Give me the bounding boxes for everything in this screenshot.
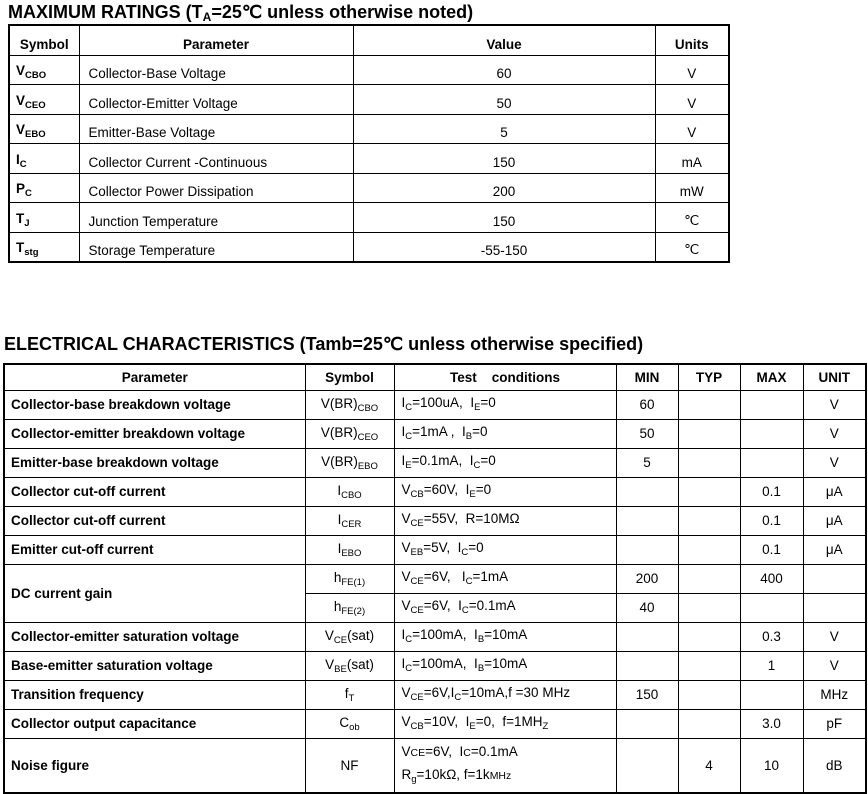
- subscript-text: C: [405, 431, 413, 443]
- text-run: =10kΩ, f=1k: [416, 767, 490, 783]
- table-row: [4, 709, 866, 738]
- text-run: h: [333, 569, 342, 585]
- unit-cell: μA: [803, 506, 866, 535]
- text-run: =100uA, I: [412, 395, 475, 411]
- parameter-cell: Collector Current -Continuous: [79, 144, 353, 174]
- text-run: V: [401, 598, 411, 614]
- subscript-text: CE: [410, 518, 424, 530]
- test-conditions-cell: [394, 477, 616, 506]
- small-text: C: [463, 747, 471, 760]
- max-cell: 1: [740, 651, 803, 680]
- subscript-text: J: [24, 217, 30, 229]
- subscript-text: C: [19, 158, 27, 170]
- min-cell: 50: [616, 419, 678, 448]
- subscript-text: C: [405, 402, 413, 414]
- condition-line: [402, 540, 616, 559]
- min-cell: 60: [616, 390, 678, 419]
- text-run: I: [401, 395, 406, 411]
- condition-line: [402, 598, 616, 617]
- typ-cell: [678, 535, 740, 564]
- text-run: =100mA, I: [412, 627, 478, 643]
- table-row: [9, 144, 729, 174]
- min-cell: [616, 622, 678, 651]
- condition-line: [402, 685, 616, 704]
- text-run: I: [337, 482, 342, 498]
- min-cell: 40: [616, 593, 678, 622]
- max-cell: 0.1: [740, 477, 803, 506]
- min-cell: 5: [616, 448, 678, 477]
- maximum-ratings-header: [9, 25, 729, 55]
- text-run: =0: [472, 424, 488, 440]
- text-run: I: [16, 151, 20, 167]
- text-run: =0: [480, 453, 496, 469]
- subscript-text: EBO: [357, 460, 378, 472]
- symbol-cell: [305, 709, 394, 738]
- table-row: [4, 651, 866, 680]
- symbol-cell: [9, 173, 79, 203]
- text-run: V: [325, 656, 335, 672]
- maximum-ratings-table: [8, 24, 730, 263]
- typ-cell: [678, 448, 740, 477]
- symbol-cell: [305, 448, 394, 477]
- text-run: I: [337, 511, 342, 527]
- subscript-text: C: [461, 605, 469, 617]
- subscript-text: ob: [349, 721, 360, 733]
- text-run: =0: [480, 395, 496, 411]
- condition-line: [402, 714, 616, 733]
- typ-cell: [678, 477, 740, 506]
- text-run: V: [401, 569, 411, 585]
- text-run: =10mA,f =30 MHz: [461, 685, 571, 701]
- table-row: [9, 203, 729, 233]
- min-cell: [616, 477, 678, 506]
- table-row: [4, 390, 866, 419]
- subscript-text: CE: [410, 576, 424, 588]
- subscript-text: C: [25, 188, 32, 199]
- subscript-text: CER: [341, 518, 362, 530]
- test-conditions-cell: [394, 506, 616, 535]
- header-row: [9, 25, 729, 55]
- column-header-parameter: Parameter: [79, 25, 353, 55]
- table-row: [4, 506, 866, 535]
- table-row: [9, 232, 729, 262]
- typ-cell: [678, 622, 740, 651]
- max-cell: [740, 448, 803, 477]
- text-run: (sat): [346, 656, 374, 672]
- symbol-cell: [9, 144, 79, 174]
- parameter-cell: Collector-Emitter Voltage: [79, 85, 353, 115]
- text-run: V(BR): [320, 395, 358, 411]
- typ-cell: [678, 709, 740, 738]
- value-cell: 50: [353, 85, 655, 115]
- parameter-cell: Collector Power Dissipation: [79, 173, 353, 203]
- subscript-text: C: [405, 634, 413, 646]
- test-conditions-cell: [394, 738, 616, 793]
- subscript-text: E: [469, 489, 476, 501]
- max-cell: 400: [740, 564, 803, 593]
- subscript-text: B: [477, 663, 485, 675]
- table-row: [4, 535, 866, 564]
- text-run: f: [344, 685, 349, 701]
- symbol-cell: [305, 564, 394, 593]
- table-row: [4, 738, 866, 793]
- text-run: V: [16, 63, 26, 78]
- min-cell: [616, 738, 678, 793]
- max-cell: 0.3: [740, 622, 803, 651]
- table-row: [9, 85, 729, 115]
- column-header-units: Units: [655, 25, 729, 55]
- text-run: =0, f=1MH: [475, 714, 543, 730]
- max-cell: [740, 680, 803, 709]
- column-header-typ: TYP: [678, 364, 740, 390]
- text-run: I: [401, 453, 406, 469]
- value-cell: 5: [353, 114, 655, 144]
- text-run: I: [337, 540, 342, 556]
- value-cell: -55-150: [353, 232, 655, 262]
- subscript-text: CE: [410, 605, 424, 617]
- text-run: =0.1mA, I: [411, 453, 474, 469]
- symbol-cell: [9, 85, 79, 115]
- symbol-cell: [9, 203, 79, 233]
- table-row: [9, 55, 729, 85]
- test-conditions-cell: [394, 390, 616, 419]
- table-row: [4, 448, 866, 477]
- text-run: h: [333, 598, 342, 614]
- unit-cell: V: [803, 419, 866, 448]
- subscript-text: CBO: [25, 70, 47, 81]
- condition-line: [402, 627, 616, 646]
- text-run: V: [401, 744, 411, 760]
- parameter-cell: Emitter-base breakdown voltage: [4, 448, 305, 477]
- text-run: V(BR): [320, 424, 358, 440]
- max-cell: 3.0: [740, 709, 803, 738]
- text-run: =1mA , I: [412, 424, 466, 440]
- text-run: =6V,I: [423, 685, 455, 701]
- typ-cell: [678, 506, 740, 535]
- text-run: C: [339, 714, 350, 730]
- text-run: =0: [468, 540, 484, 556]
- subscript-text: E: [474, 402, 481, 414]
- parameter-cell: Collector cut-off current: [4, 506, 305, 535]
- text-run: V: [16, 122, 26, 137]
- text-run: I: [401, 656, 406, 672]
- subscript-text: CB: [410, 721, 424, 733]
- parameter-cell: Collector-emitter saturation voltage: [4, 622, 305, 651]
- typ-cell: 4: [678, 738, 740, 793]
- condition-line: [402, 744, 616, 761]
- symbol-cell: [305, 738, 394, 793]
- condition-line: [402, 656, 616, 675]
- text-run: =10V, I: [423, 714, 470, 730]
- condition-line: [402, 424, 616, 443]
- value-cell: 60: [353, 55, 655, 85]
- test-conditions-cell: [394, 651, 616, 680]
- subscript-text: C: [454, 692, 462, 704]
- subscript-text: BE: [334, 663, 347, 675]
- text-run: V: [401, 685, 411, 701]
- parameter-cell: Base-emitter saturation voltage: [4, 651, 305, 680]
- max-cell: 0.1: [740, 535, 803, 564]
- max-cell: 0.1: [740, 506, 803, 535]
- text-run: MAXIMUM RATINGS (T: [8, 2, 203, 22]
- typ-cell: [678, 680, 740, 709]
- units-cell: V: [655, 114, 729, 144]
- text-run: =10mA: [484, 627, 528, 643]
- parameter-cell: Emitter-Base Voltage: [79, 114, 353, 144]
- subscript-text: E: [469, 721, 476, 733]
- subscript-text: CE: [410, 692, 424, 704]
- test-conditions-cell: [394, 680, 616, 709]
- text-run: =6V, I: [423, 569, 466, 585]
- typ-cell: [678, 564, 740, 593]
- electrical-characteristics-title: ELECTRICAL CHARACTERISTICS (Tamb=25℃ unless otherwise specified): [4, 334, 644, 354]
- unit-cell: [803, 593, 866, 622]
- electrical-characteristics-table: [3, 363, 867, 794]
- subscript-text: C: [465, 576, 473, 588]
- max-cell: [740, 419, 803, 448]
- parameter-cell: Emitter cut-off current: [4, 535, 305, 564]
- text-run: =6V, I: [423, 598, 462, 614]
- text-run: V: [401, 714, 411, 730]
- symbol-cell: [305, 506, 394, 535]
- condition-line: [402, 767, 616, 786]
- text-run: V(BR): [321, 453, 358, 469]
- parameter-cell: Collector cut-off current: [4, 477, 305, 506]
- min-cell: [616, 506, 678, 535]
- subscript-text: CE: [333, 634, 348, 646]
- text-run: =0: [475, 482, 492, 498]
- symbol-cell: [305, 622, 394, 651]
- parameter-cell: Collector output capacitance: [4, 709, 305, 738]
- column-header-max: MAX: [740, 364, 803, 390]
- text-run: =100mA, I: [412, 656, 478, 672]
- parameter-cell: Collector-emitter breakdown voltage: [4, 419, 305, 448]
- subscript-text: CB: [410, 489, 424, 501]
- test-conditions-cell: [394, 419, 616, 448]
- condition-line: [402, 569, 616, 588]
- max-ratings-title: [8, 2, 473, 24]
- subscript-text: CBO: [357, 402, 379, 414]
- value-cell: 150: [353, 144, 655, 174]
- unit-cell: μA: [803, 477, 866, 506]
- condition-line: [402, 511, 616, 530]
- typ-cell: [678, 419, 740, 448]
- unit-cell: μA: [803, 535, 866, 564]
- text-run: V: [401, 540, 411, 556]
- unit-cell: V: [803, 448, 866, 477]
- max-cell: [740, 593, 803, 622]
- unit-cell: pF: [803, 709, 866, 738]
- min-cell: [616, 651, 678, 680]
- subscript-text: B: [465, 431, 473, 443]
- symbol-cell: [305, 593, 394, 622]
- text-run: P: [16, 181, 26, 196]
- max-cell: [740, 390, 803, 419]
- subscript-text: EBO: [25, 129, 46, 140]
- subscript-text: FE(2): [341, 605, 366, 617]
- min-cell: 200: [616, 564, 678, 593]
- subscript-text: stg: [24, 246, 39, 258]
- subscript-text: Z: [542, 721, 549, 733]
- text-run: I: [401, 424, 406, 440]
- table-row: [4, 622, 866, 651]
- test-conditions-cell: [394, 448, 616, 477]
- text-run: (sat): [347, 627, 375, 643]
- subscript-text: C: [473, 460, 481, 472]
- text-run: V: [401, 511, 411, 527]
- units-cell: ℃: [655, 203, 729, 233]
- typ-cell: [678, 593, 740, 622]
- test-conditions-cell: [394, 709, 616, 738]
- test-conditions-cell: [394, 622, 616, 651]
- text-run: V: [324, 627, 334, 643]
- unit-cell: dB: [803, 738, 866, 793]
- column-header-min: MIN: [616, 364, 678, 390]
- symbol-cell: [305, 390, 394, 419]
- column-header-param: Parameter: [4, 364, 305, 390]
- condition-line: [402, 482, 616, 501]
- text-run: =1mA: [472, 569, 509, 585]
- unit-cell: V: [803, 651, 866, 680]
- header-row: [4, 364, 866, 390]
- parameter-cell: Junction Temperature: [79, 203, 353, 233]
- text-run: V: [16, 92, 26, 108]
- subscript-text: g: [411, 774, 417, 786]
- table-row: [4, 477, 866, 506]
- subscript-text: A: [202, 10, 212, 24]
- unit-cell: [803, 564, 866, 593]
- subscript-text: T: [348, 692, 355, 704]
- symbol-cell: [9, 232, 79, 262]
- test-conditions-cell: [394, 593, 616, 622]
- column-header-cond: Test conditions: [394, 364, 616, 390]
- symbol-cell: [305, 680, 394, 709]
- units-cell: mW: [655, 173, 729, 203]
- value-cell: 200: [353, 173, 655, 203]
- column-header-symbol: Symbol: [9, 25, 79, 55]
- units-cell: V: [655, 55, 729, 85]
- table-row: [4, 419, 866, 448]
- subscript-text: CEO: [25, 99, 46, 111]
- table-row: [9, 173, 729, 203]
- min-cell: 150: [616, 680, 678, 709]
- electrical-characteristics-header: [4, 364, 866, 390]
- column-header-unit: UNIT: [803, 364, 866, 390]
- symbol-cell: [305, 535, 394, 564]
- table-row: [4, 564, 866, 593]
- subscript-text: CBO: [341, 489, 362, 501]
- small-text: MHz: [489, 770, 512, 783]
- symbol-cell: [305, 477, 394, 506]
- units-cell: ℃: [655, 232, 729, 262]
- parameter-cell: DC current gain: [4, 564, 305, 622]
- parameter-cell: Noise figure: [4, 738, 305, 793]
- subscript-text: FE(1): [341, 576, 366, 588]
- test-conditions-cell: [394, 564, 616, 593]
- units-cell: V: [655, 85, 729, 115]
- text-run: V: [401, 482, 411, 498]
- table-row: [4, 680, 866, 709]
- typ-cell: [678, 651, 740, 680]
- unit-cell: MHz: [803, 680, 866, 709]
- symbol-cell: [9, 55, 79, 85]
- text-run: I: [401, 627, 406, 643]
- condition-line: [402, 395, 616, 414]
- units-cell: mA: [655, 144, 729, 174]
- electrical-characteristics-body: [4, 390, 866, 793]
- subscript-text: E: [405, 460, 412, 472]
- text-run: =5V, I: [423, 540, 462, 556]
- parameter-cell: Collector-base breakdown voltage: [4, 390, 305, 419]
- small-text: CE: [410, 747, 426, 760]
- column-header-value: Value: [353, 25, 655, 55]
- text-run: =0.1mA: [470, 744, 518, 760]
- subscript-text: C: [405, 663, 413, 675]
- test-conditions-cell: [394, 535, 616, 564]
- text-run: R: [401, 767, 412, 783]
- text-run: =6V, I: [425, 744, 464, 760]
- parameter-cell: Storage Temperature: [79, 232, 353, 262]
- parameter-cell: Collector-Base Voltage: [79, 55, 353, 85]
- text-run: =55V, R=10MΩ: [423, 511, 520, 527]
- value-cell: 150: [353, 203, 655, 233]
- symbol-cell: [305, 651, 394, 680]
- text-run: T: [16, 239, 25, 255]
- symbol-cell: [305, 419, 394, 448]
- min-cell: [616, 709, 678, 738]
- text-run: =60V, I: [423, 482, 470, 498]
- text-run: =0.1mA: [468, 598, 516, 614]
- column-header-symbol: Symbol: [305, 364, 394, 390]
- subscript-text: C: [461, 547, 469, 559]
- text-run: NF: [340, 757, 359, 773]
- unit-cell: V: [803, 622, 866, 651]
- text-run: =25℃ unless otherwise noted): [211, 2, 474, 22]
- subscript-text: EB: [410, 547, 424, 559]
- unit-cell: V: [803, 390, 866, 419]
- symbol-cell: [9, 114, 79, 144]
- typ-cell: [678, 390, 740, 419]
- subscript-text: B: [477, 634, 485, 646]
- text-run: T: [16, 210, 25, 226]
- subscript-text: EBO: [341, 547, 362, 559]
- min-cell: [616, 535, 678, 564]
- table-row: [9, 114, 729, 144]
- max-cell: 10: [740, 738, 803, 793]
- text-run: =10mA: [484, 656, 528, 672]
- condition-line: [402, 453, 616, 472]
- maximum-ratings-body: [9, 55, 729, 262]
- subscript-text: CEO: [357, 431, 379, 443]
- parameter-cell: Transition frequency: [4, 680, 305, 709]
